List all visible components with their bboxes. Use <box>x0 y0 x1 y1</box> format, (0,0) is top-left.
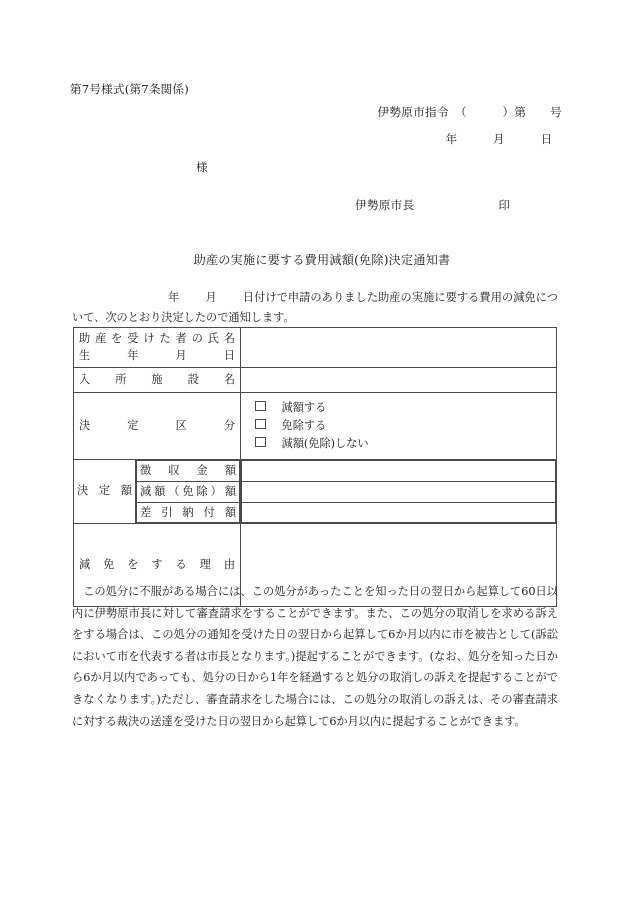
intro-month: 月 <box>205 291 217 304</box>
label-facility-name: 入所施設名 <box>74 368 241 393</box>
intro-year: 年 <box>168 291 180 304</box>
field-decision-category <box>241 393 557 460</box>
label-net-payment-amount: 差引納付額 <box>137 502 240 523</box>
document-number: 伊勢原市指令 （ ）第 号 <box>377 105 562 119</box>
page-title: 助産の実施に要する費用減額(免除)決定通知書 <box>193 253 451 267</box>
checkbox-option-exempt[interactable]: 免除する <box>255 417 556 435</box>
issuer-block <box>355 197 510 213</box>
table-row-recipient <box>74 328 557 368</box>
label-recipient-name: 助産を受けた者の氏名 生年月日 <box>74 328 241 368</box>
label-decision-category: 決定区分 <box>74 393 241 460</box>
checkbox-option-reduce[interactable]: 減額する <box>255 399 556 417</box>
field-net-payment-amount[interactable] <box>242 502 556 523</box>
field-reduction-amount[interactable] <box>242 482 556 503</box>
amount-subrow-values <box>241 460 557 524</box>
checkbox-icon[interactable] <box>255 419 266 430</box>
field-recipient-name[interactable] <box>241 328 557 368</box>
checkbox-option-none[interactable]: 減額(免除)しない <box>255 435 556 453</box>
field-collection-amount[interactable] <box>242 461 556 482</box>
appeal-rights-note <box>72 581 558 732</box>
intro-text: 付けで申請のありました助産の実施に要する費用の減免について、次のとおり決定したので通知します。 <box>72 291 558 324</box>
seal-mark: 印 <box>498 198 511 212</box>
table-row-decision-category <box>74 393 557 460</box>
intro-paragraph <box>72 288 558 328</box>
checkbox-group <box>241 393 556 459</box>
label-collection-amount: 徴収金額 <box>137 461 240 482</box>
document-date: 年 月 日 <box>445 132 553 146</box>
amount-value-table <box>241 460 556 523</box>
document-meta <box>377 104 562 147</box>
form-number: 第7号様式(第7条関係) <box>70 82 189 96</box>
intro-day: 日 <box>242 291 255 304</box>
label-decided-amount: 決定額 <box>74 460 136 524</box>
label-reduction-amount: 減額（免除）額 <box>137 482 240 503</box>
label-reason: 減免をする理由 <box>74 524 241 607</box>
appeal-rights-text: この処分に不服がある場合には、この処分があったことを知った日の翌日から起算して60日以内に伊勢原市長に対して審査請求をすることができます。また、この処分の取消しを求める訴えをする場合は、この処分の通知を受けた日の翌日から起算して6か月以内に市を被告として(訴訟において市を代表する者は市長となります。)提起することができます。(なお、処分を知った日から6か月以内であっても、処分の日から1年を経過すると処分の取消しの訴えを提起することができなくなります。)ただし、審査請求をした場合には、この処分の取消しの訴えは、その審査請求に対する裁決の送達を受けた日の翌日から起算して6か月以内に提起することができます。 <box>72 585 558 728</box>
decision-form-table <box>73 327 557 607</box>
table-row-decided-amount <box>74 460 557 524</box>
issuer-name: 伊勢原市長 <box>355 198 415 212</box>
field-facility-name[interactable] <box>241 368 557 393</box>
addressee-honorific: 様 <box>196 160 208 174</box>
table-row-facility <box>74 368 557 393</box>
checkbox-icon[interactable] <box>255 401 266 412</box>
checkbox-icon[interactable] <box>255 437 266 448</box>
amount-subrow-labels <box>136 460 241 524</box>
amount-label-table <box>136 460 240 523</box>
